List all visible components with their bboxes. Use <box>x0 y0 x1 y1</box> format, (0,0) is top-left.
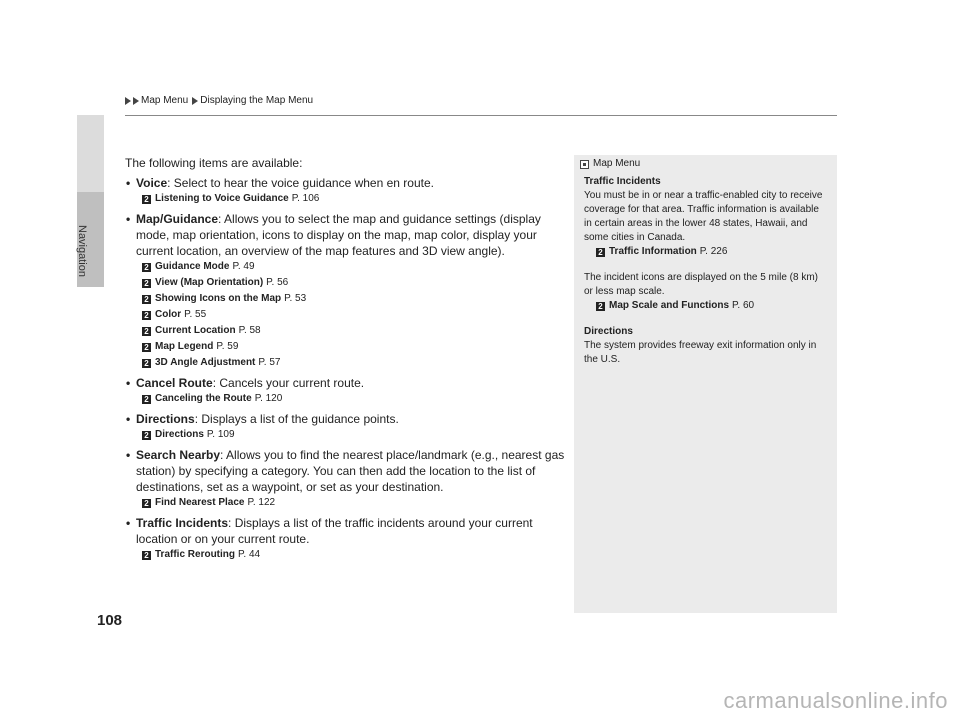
reference-page: P. 57 <box>258 357 281 368</box>
item-term: Traffic Incidents <box>136 516 229 530</box>
item-desc: : Displays a list of the guidance points. <box>194 412 399 426</box>
reference-arrow-icon: 2 <box>596 302 605 311</box>
reference-page: P. 55 <box>184 309 207 320</box>
reference-page: P. 53 <box>284 293 307 304</box>
reference-link[interactable] <box>142 191 565 207</box>
reference-arrow-icon: 2 <box>142 359 151 368</box>
reference-name: Map Legend <box>155 341 214 352</box>
reference-link[interactable] <box>142 323 565 339</box>
reference-page: P. 226 <box>699 246 728 257</box>
bullet: • <box>126 516 131 530</box>
chevron-right-icon <box>125 97 131 105</box>
header-rule <box>125 115 837 116</box>
item-desc: : Allows you to find the nearest place/landmark (e.g., nearest gas station) by specifying a category. You can then add the location to the list of destinations, set as a waypoint, or set as your destination. <box>136 448 565 494</box>
reference-link[interactable] <box>142 547 565 563</box>
reference-arrow-icon: 2 <box>142 295 151 304</box>
reference-arrow-icon: 2 <box>142 327 151 336</box>
reference-link[interactable] <box>142 275 565 291</box>
list-item <box>125 411 565 443</box>
reference-link[interactable] <box>142 339 565 355</box>
list-item <box>125 175 565 207</box>
reference-arrow-icon: 2 <box>142 311 151 320</box>
sidebar-note-header <box>574 155 837 171</box>
chevron-right-icon <box>133 97 139 105</box>
note-heading: Traffic Incidents <box>584 176 661 187</box>
item-term: Map/Guidance <box>136 212 219 226</box>
sidebar-note <box>574 155 837 613</box>
item-desc: : Allows you to select the map and guidance settings (display mode, map orientation, icons to display on the map, map color, display your current location, an overview of the map features and 3D view angle). <box>136 212 541 258</box>
reference-name: Directions <box>155 429 204 440</box>
list-item <box>125 211 565 371</box>
intro-text: The following items are available: <box>125 156 303 170</box>
reference-page: P. 60 <box>732 300 755 311</box>
reference-name: Map Scale and Functions <box>609 300 730 311</box>
reference-link[interactable] <box>596 245 829 259</box>
reference-link[interactable] <box>142 391 565 407</box>
sidebar-note-title: Map Menu <box>593 158 641 169</box>
reference-link[interactable] <box>142 307 565 323</box>
item-term: Cancel Route <box>136 376 213 390</box>
item-desc: : Select to hear the voice guidance when en route. <box>167 176 434 190</box>
bullet: • <box>126 176 131 190</box>
reference-arrow-icon: 2 <box>142 431 151 440</box>
page-number: 108 <box>97 612 123 629</box>
breadcrumb <box>125 95 317 106</box>
reference-name: Listening to Voice Guidance <box>155 193 289 204</box>
list-item <box>125 375 565 407</box>
reference-link[interactable] <box>142 259 565 275</box>
bullet: • <box>126 212 131 226</box>
breadcrumb-item[interactable]: Map Menu <box>141 95 189 106</box>
reference-name: Traffic Information <box>609 246 697 257</box>
note-paragraph: The system provides freeway exit information only in the U.S. <box>584 340 817 365</box>
reference-name: Canceling the Route <box>155 393 252 404</box>
reference-page: P. 106 <box>291 193 320 204</box>
reference-name: Color <box>155 309 182 320</box>
reference-page: P. 49 <box>232 261 255 272</box>
breadcrumb-item[interactable]: Displaying the Map Menu <box>200 95 314 106</box>
item-term: Voice <box>136 176 168 190</box>
reference-page: P. 56 <box>266 277 289 288</box>
sidebar-note-body <box>574 171 837 367</box>
reference-page: P. 120 <box>254 393 283 404</box>
item-desc: : Cancels your current route. <box>212 376 365 390</box>
list-item <box>125 447 565 511</box>
list-item <box>125 515 565 563</box>
item-term: Search Nearby <box>136 448 221 462</box>
note-icon <box>580 160 589 169</box>
reference-name: Find Nearest Place <box>155 497 245 508</box>
reference-link[interactable] <box>142 427 565 443</box>
reference-arrow-icon: 2 <box>596 248 605 257</box>
reference-name: Showing Icons on the Map <box>155 293 282 304</box>
reference-link[interactable] <box>142 291 565 307</box>
item-term: Directions <box>136 412 195 426</box>
reference-arrow-icon: 2 <box>142 279 151 288</box>
bullet: • <box>126 448 131 462</box>
reference-name: Guidance Mode <box>155 261 230 272</box>
reference-page: P. 58 <box>238 325 261 336</box>
reference-page: P. 109 <box>206 429 235 440</box>
reference-name: Traffic Rerouting <box>155 549 236 560</box>
chevron-right-icon <box>192 97 198 105</box>
reference-name: Current Location <box>155 325 236 336</box>
bullet: • <box>126 376 131 390</box>
reference-link[interactable] <box>596 299 829 313</box>
reference-arrow-icon: 2 <box>142 195 151 204</box>
watermark: carmanualsonline.info <box>723 688 948 713</box>
reference-arrow-icon: 2 <box>142 263 151 272</box>
side-tab-label: Navigation <box>76 225 88 277</box>
reference-arrow-icon: 2 <box>142 343 151 352</box>
reference-page: P. 122 <box>247 497 276 508</box>
reference-arrow-icon: 2 <box>142 395 151 404</box>
reference-arrow-icon: 2 <box>142 499 151 508</box>
reference-link[interactable] <box>142 495 565 511</box>
main-content <box>125 155 565 563</box>
reference-name: View (Map Orientation) <box>155 277 264 288</box>
note-heading: Directions <box>584 326 633 337</box>
reference-name: 3D Angle Adjustment <box>155 357 256 368</box>
reference-link[interactable] <box>142 355 565 371</box>
bullet: • <box>126 412 131 426</box>
note-paragraph: You must be in or near a traffic-enabled city to receive coverage for that area. Traffic information is available in certain areas in the lower 48 states, Hawaii, and some cities in Canada. <box>584 190 823 243</box>
note-paragraph: The incident icons are displayed on the 5 mile (8 km) or less map scale. <box>584 272 819 297</box>
reference-page: P. 44 <box>238 549 261 560</box>
reference-page: P. 59 <box>216 341 239 352</box>
item-desc: : Displays a list of the traffic incidents around your current location or on your current route. <box>136 516 533 546</box>
side-tab-top <box>77 115 104 192</box>
reference-arrow-icon: 2 <box>142 551 151 560</box>
